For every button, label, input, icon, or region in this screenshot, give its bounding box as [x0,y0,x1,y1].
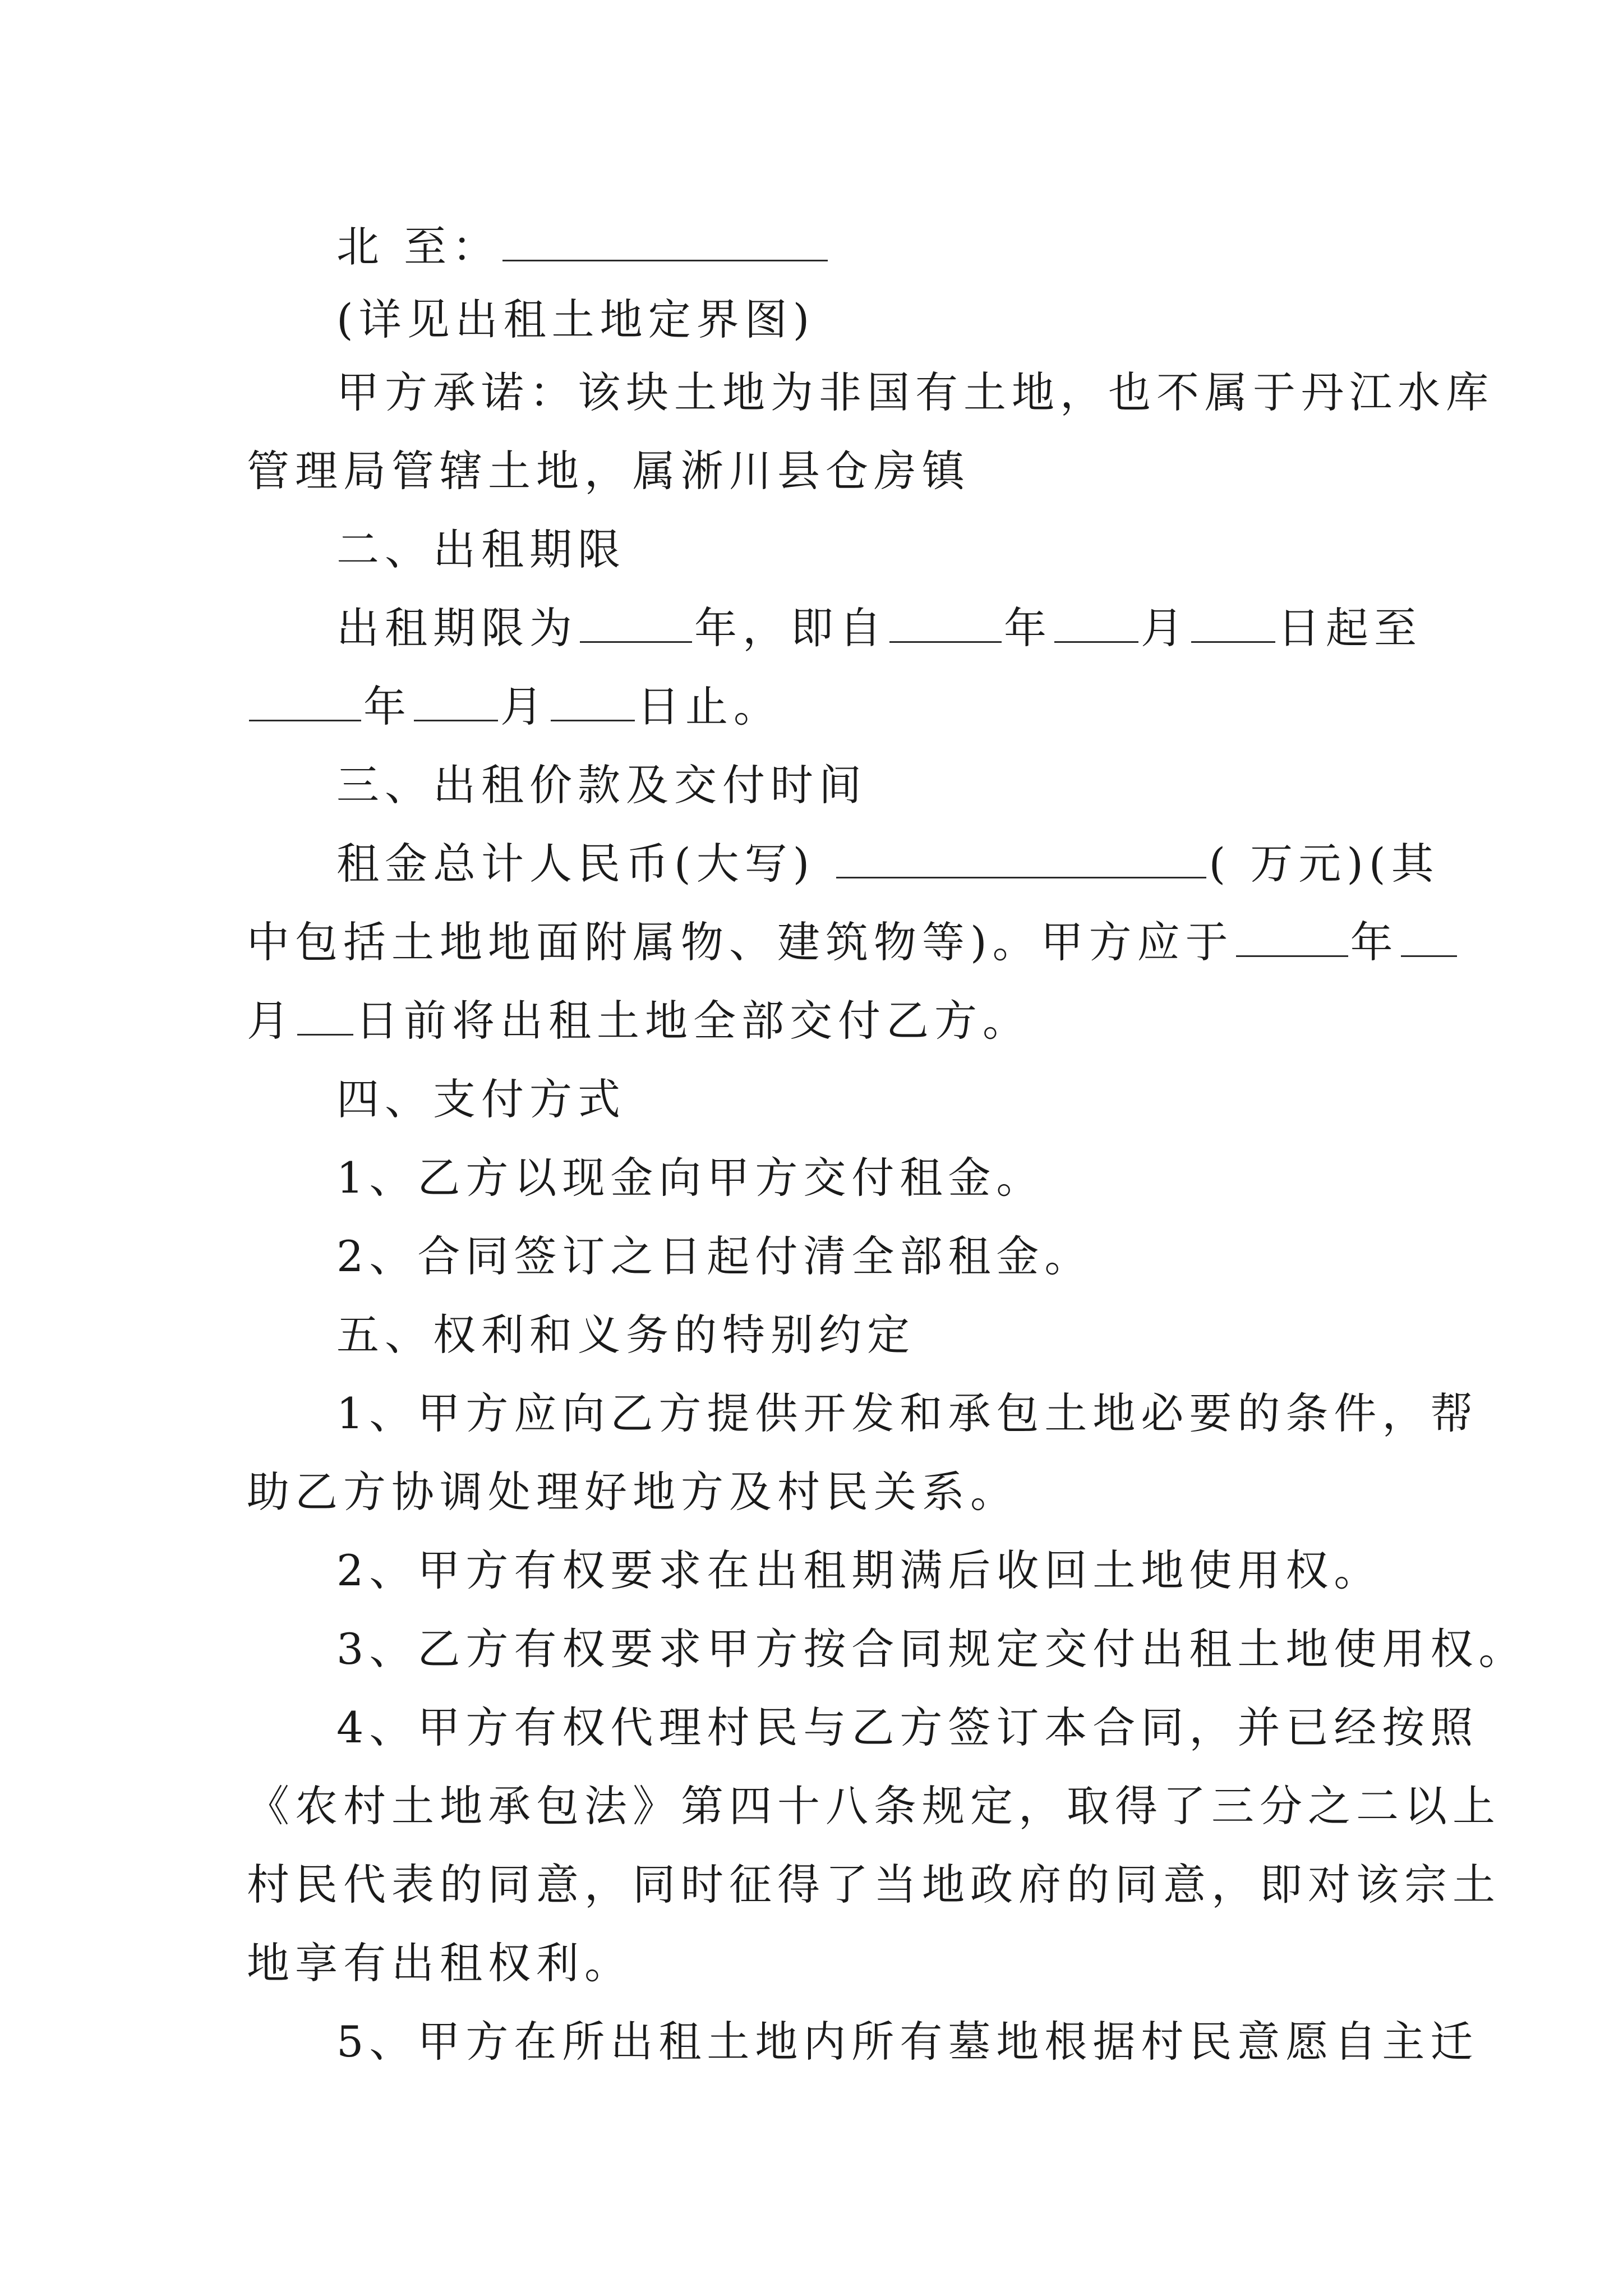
section-2-heading: 二、出租期限 [336,524,626,574]
clause-4-line-2: 《农村土地承包法》第四十八条规定，取得了三分之二以上 [247,1781,1501,1831]
section-3-heading: 三、出租价款及交付时间 [336,760,867,810]
party-a-promise-line-2: 管理局管辖土地，属淅川县仓房镇 [247,446,970,496]
clause-1-line-2: 助乙方协调处理好地方及村民关系。 [247,1467,1018,1517]
clause-1-line-1: 1、甲方应向乙方提供开发和承包土地必要的条件，帮 [336,1388,1479,1438]
rent-total-line-1: 租金总计人民币(大写) ( 万元)(其 [336,822,1385,906]
clause-3: 3、乙方有权要求甲方按合同规定交付出租土地使用权。 [336,1624,1527,1674]
north-boundary-line: 北 至： [336,205,1385,289]
clause-4-line-3: 村民代表的同意，同时征得了当地政府的同意，即对该宗土 [247,1860,1501,1910]
boundary-map-note: (详见出租土地定界图) [336,295,815,344]
party-a-promise-line-1: 甲方承诺：该块土地为非国有土地，也不属于丹江水库 [336,367,1494,417]
clause-5-line-1: 5、甲方在所出租土地内所有墓地根据村民意愿自主迁 [336,2017,1479,2067]
north-boundary-blank [502,210,828,261]
clause-4-line-4: 地享有出租权利。 [247,1938,633,1988]
clause-4-line-1: 4、甲方有权代理村民与乙方签订本合同，并已经按照 [336,1703,1479,1752]
payment-item-1: 1、乙方以现金向甲方交付租金。 [336,1153,1045,1203]
section-4-heading: 四、支付方式 [336,1074,626,1124]
lease-term-line-1: 出租期限为 年，即自 年 月 日起至 [336,586,1385,670]
clause-2: 2、甲方有权要求在出租期满后收回土地使用权。 [336,1545,1382,1595]
rent-total-line-3: 月 日前将出租土地全部交付乙方。 [247,979,1385,1063]
section-5-heading: 五、权利和义务的特别约定 [336,1310,915,1360]
lease-term-line-2: 年 月 日止。 [247,665,1385,749]
payment-item-2: 2、合同签订之日起付清全部租金。 [336,1231,1093,1281]
rent-total-line-2: 中包括土地地面附属物、建筑物等)。甲方应于 年 [247,900,1385,984]
